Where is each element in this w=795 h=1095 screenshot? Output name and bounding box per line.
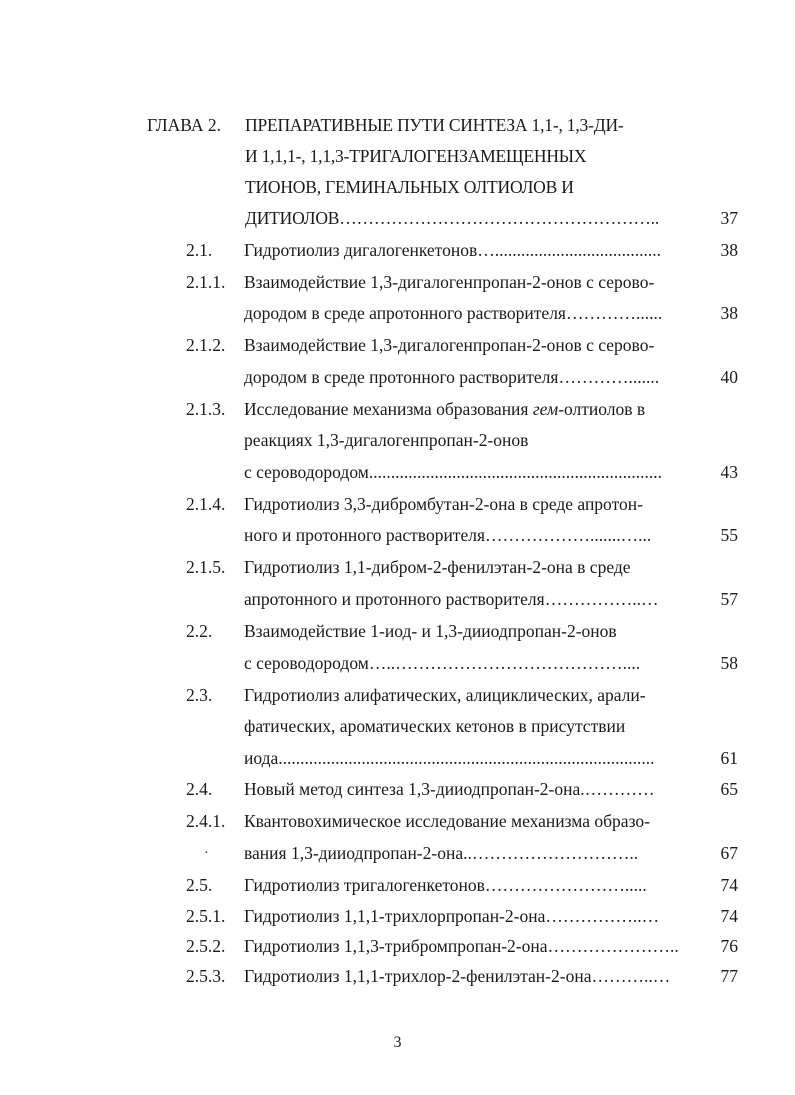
entry-number: 2.1.3. (186, 399, 226, 419)
entry-title: Взаимодействие 1,3-дигалогенпропан-2-онов с серово- (244, 272, 655, 292)
entry-number: 2.4. (186, 779, 213, 799)
entry-page: 74 (720, 906, 738, 926)
entry-number: 2.2. (186, 621, 213, 641)
entry-title-tail: -олтиолов в (558, 399, 646, 419)
chapter-title-line-3: ТИОНОВ, ГЕМИНАЛЬНЫХ ОЛТИОЛОВ И (245, 177, 574, 197)
entry-number: 2.4.1. (186, 811, 226, 831)
entry-title-cont: дородом в среде апротонного растворителя…………...... (244, 303, 663, 323)
entry-title: Гидротиолиз тригалогенкетонов……………………..... (244, 875, 647, 895)
entry-number: 2.5.2. (186, 936, 226, 956)
entry-title: Гидротиолиз дигалогенкетонов…...................................... (244, 240, 661, 260)
page-number: 3 (393, 1034, 402, 1051)
entry-title-cont: фатических, ароматических кетонов в присутствии (244, 716, 626, 736)
chapter-title-line-4: ДИТИОЛОВ……………………………………………….. (245, 208, 659, 228)
entry-page: 65 (720, 779, 738, 799)
entry-number: 2.1.2. (186, 335, 226, 355)
chapter-label: ГЛАВА 2. (147, 115, 222, 135)
entry-title: Гидротиолиз 1,1,1-трихлор-2-фенилэтан-2-она………..… (244, 966, 671, 986)
entry-title: Гидротиолиз 1,1-дибром-2-фенилэтан-2-она в среде (244, 557, 631, 577)
entry-title: Гидротиолиз 1,1,3-трибромпропан-2-она………………….. (244, 936, 679, 956)
entry-title: Гидротиолиз 1,1,1-трихлорпропан-2-она……………..… (244, 906, 660, 926)
entry-page: 55 (720, 525, 738, 545)
stray-mark: · (204, 846, 209, 861)
entry-page: 58 (720, 653, 738, 673)
entry-title-cont: вания 1,3-дииодпропан-2-она..……………………….. (244, 843, 639, 863)
entry-page: 61 (720, 748, 738, 768)
entry-number: 2.1.4. (186, 494, 226, 514)
entry-title-cont: дородом в среде протонного растворителя………….......‌ (244, 367, 660, 387)
chapter-page: 37 (720, 208, 738, 228)
entry-title-cont: с сероводородом…..………………………………….... (244, 653, 641, 673)
entry-page: 38 (720, 303, 738, 323)
entry-page: 40 (720, 367, 738, 387)
entry-number: 2.5.3. (186, 966, 226, 986)
entry-number: 2.5. (186, 875, 213, 895)
entry-title: Гидротиолиз 3,3-дибромбутан-2-она в среде апротон- (244, 494, 643, 514)
entry-title: Взаимодействие 1,3-дигалогенпропан-2-онов с серово- (244, 335, 655, 355)
entry-page: 38 (720, 240, 738, 260)
entry-title-cont: с сероводородом................................................................... (244, 462, 662, 482)
entry-title-cont: иода...................................................................................... (244, 748, 655, 768)
entry-number: 2.3. (186, 685, 213, 705)
entry-title-cont: ного и протонного растворителя……………….......…... (244, 525, 652, 545)
entry-title: Взаимодействие 1-иод- и 1,3-дииодпропан-2-онов (244, 621, 617, 641)
entry-title (244, 398, 645, 420)
entry-page: 76 (720, 936, 738, 956)
entry-number: 2.5.1. (186, 906, 226, 926)
entry-title-cont: апротонного и протонного растворителя……………..… (244, 589, 659, 609)
entry-title-italic: гем (532, 399, 559, 419)
entry-page: 74 (720, 875, 738, 895)
entry-number: 2.1.5. (186, 557, 226, 577)
entry-page: 57 (720, 589, 738, 609)
entry-page: 77 (720, 966, 738, 986)
entry-page: 67 (720, 843, 738, 863)
chapter-title-line-1: ПРЕПАРАТИВНЫЕ ПУТИ СИНТЕЗА 1,1-, 1,3-ДИ- (245, 115, 624, 135)
entry-title: Новый метод синтеза 1,3-дииодпропан-2-она.………… (244, 779, 655, 799)
entry-title: Гидротиолиз алифатических, алициклических, арали- (244, 685, 646, 705)
entry-number: 2.1. (186, 240, 213, 260)
entry-title-start: Исследование механизма образования (244, 399, 533, 419)
chapter-title-line-2: И 1,1,1-, 1,1,3-ТРИГАЛОГЕНЗАМЕЩЕННЫХ (245, 146, 587, 166)
entry-title-cont: реакциях 1,3-дигалогенпропан-2-онов (244, 430, 529, 450)
entry-title: Квантовохимическое исследование механизма образо- (244, 811, 650, 831)
entry-number: 2.1.1. (186, 272, 226, 292)
entry-page: 43 (720, 462, 738, 482)
